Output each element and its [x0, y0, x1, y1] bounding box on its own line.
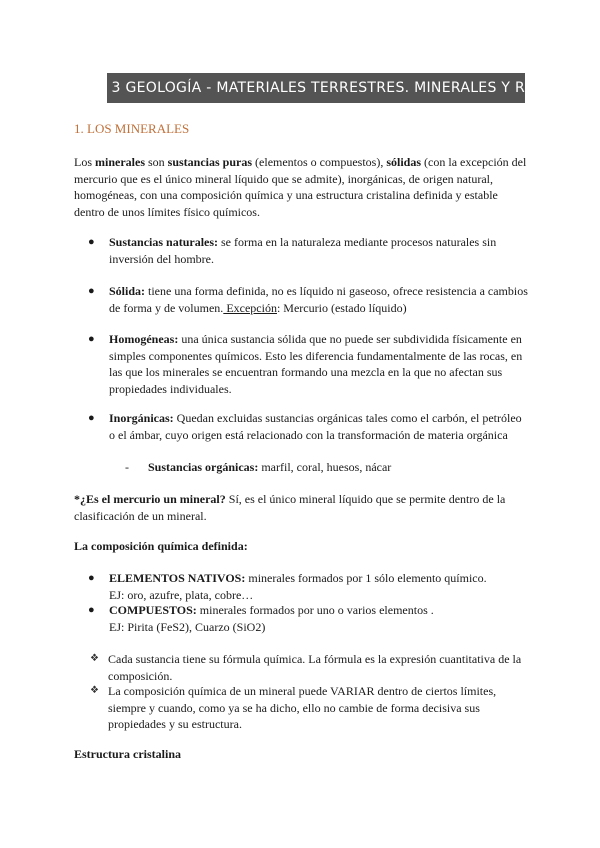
- diamond-bullet-icon: ❖: [90, 685, 99, 696]
- list-item-label: Sustancias naturales:: [109, 235, 219, 249]
- bullet-icon: ●: [88, 285, 95, 297]
- list-item-line: [109, 602, 529, 619]
- list-item-text: [109, 283, 529, 316]
- list-item-example: EJ: oro, azufre, plata, cobre…: [109, 587, 254, 602]
- question-answer: Sí, es el único mineral líquido que se permite dentro de la clasificación de un mineral.: [74, 492, 506, 523]
- list-item-body: Quedan excluidas sustancias orgánicas tales como el carbón, el petróleo o el ámbar, cuyo origen está relacionado con la transformación de materia orgánica: [109, 411, 522, 442]
- sub-list-item-body: marfil, coral, huesos, nácar: [258, 460, 392, 474]
- exception-label: Excepción: [223, 300, 277, 315]
- question-paragraph: [74, 491, 529, 524]
- list-item-label: Inorgánicas:: [109, 411, 174, 425]
- list-item-label: Homogéneas:: [109, 332, 179, 346]
- list-item-label: Sólida:: [109, 284, 146, 298]
- intro-bold-minerales: minerales: [95, 155, 145, 169]
- bullet-icon: ●: [88, 236, 95, 248]
- intro-text: Los: [74, 155, 95, 169]
- list-item-text: [109, 234, 529, 267]
- intro-bold-solidas: sólidas: [386, 155, 422, 169]
- list-item-body: una única sustancia sólida que no puede ser subdividida físicamente en simples componentes químicos. Esto les diferencia fundamentalmente de las rocas, en las que los minerales se encuentran formando una mezcla en la que no afectan sus propiedades individuales.: [109, 332, 523, 396]
- intro-text: (con la excepción del mercurio que es el único mineral líquido que se admite), inorgánicas, de origen natural, homogéneas, con una composición química y una estructura cristalina definida y estable dentro de unos límites físico químicos.: [74, 155, 527, 219]
- list-item-text: [109, 570, 529, 603]
- list-item-example: EJ: Pirita (FeS2), Cuarzo (SiO2): [109, 619, 266, 634]
- section-heading-minerales: 1. LOS MINERALES: [74, 121, 190, 136]
- bullet-icon: ●: [88, 604, 95, 616]
- list-item-body: tiene una forma definida, no es líquido ni gaseoso, ofrece resistencia a cambios de forma y de volumen.: [109, 284, 528, 315]
- diamond-bullet-icon: ❖: [90, 653, 99, 664]
- page-title: TEMA 3 GEOLOGÍA - MATERIALES TERRESTRES. MINERALES Y ROCAS: [66, 79, 566, 96]
- dash-marker: -: [125, 460, 129, 474]
- sub-list-item-text: [148, 459, 391, 476]
- list-item-line: [109, 570, 529, 587]
- list-item-body: minerales formados por 1 sólo elemento químico.: [245, 571, 487, 585]
- structure-heading: Estructura cristalina: [74, 747, 181, 761]
- bullet-icon: ●: [88, 412, 95, 424]
- exception-text: : Mercurio (estado líquido): [276, 300, 407, 315]
- title-banner: [66, 73, 566, 103]
- intro-text: son: [145, 155, 168, 169]
- list-item-label: ELEMENTOS NATIVOS:: [109, 571, 246, 585]
- bullet-icon: ●: [88, 333, 95, 345]
- list-item-body: minerales formados por uno o varios elementos .: [196, 603, 434, 617]
- diamond-item-text: Cada sustancia tiene su fórmula química. La fórmula es la expresión cuantitativa de la composición.: [108, 652, 522, 683]
- diamond-item-text: La composición química de un mineral puede VARIAR dentro de ciertos límites, siempre y cuando, como ya se ha dicho, ello no cambie de forma decisiva sus propiedades y su estructura.: [108, 684, 497, 731]
- intro-text: (elementos o compuestos),: [252, 155, 387, 169]
- intro-bold-sustancias: sustancias puras: [167, 155, 253, 169]
- list-item-label: COMPUESTOS:: [109, 603, 197, 617]
- bullet-icon: ●: [88, 572, 95, 584]
- composition-heading: La composición química definida:: [74, 539, 248, 553]
- list-item-text: [109, 331, 529, 397]
- list-item-body: se forma en la naturaleza mediante procesos naturales sin inversión del hombre.: [109, 235, 497, 266]
- question-label: *¿Es el mercurio un mineral?: [74, 492, 226, 506]
- sub-list-item-label: Sustancias orgánicas:: [148, 460, 259, 474]
- list-item-text: [109, 410, 529, 443]
- list-item-text: [109, 602, 529, 635]
- intro-paragraph: [74, 154, 529, 220]
